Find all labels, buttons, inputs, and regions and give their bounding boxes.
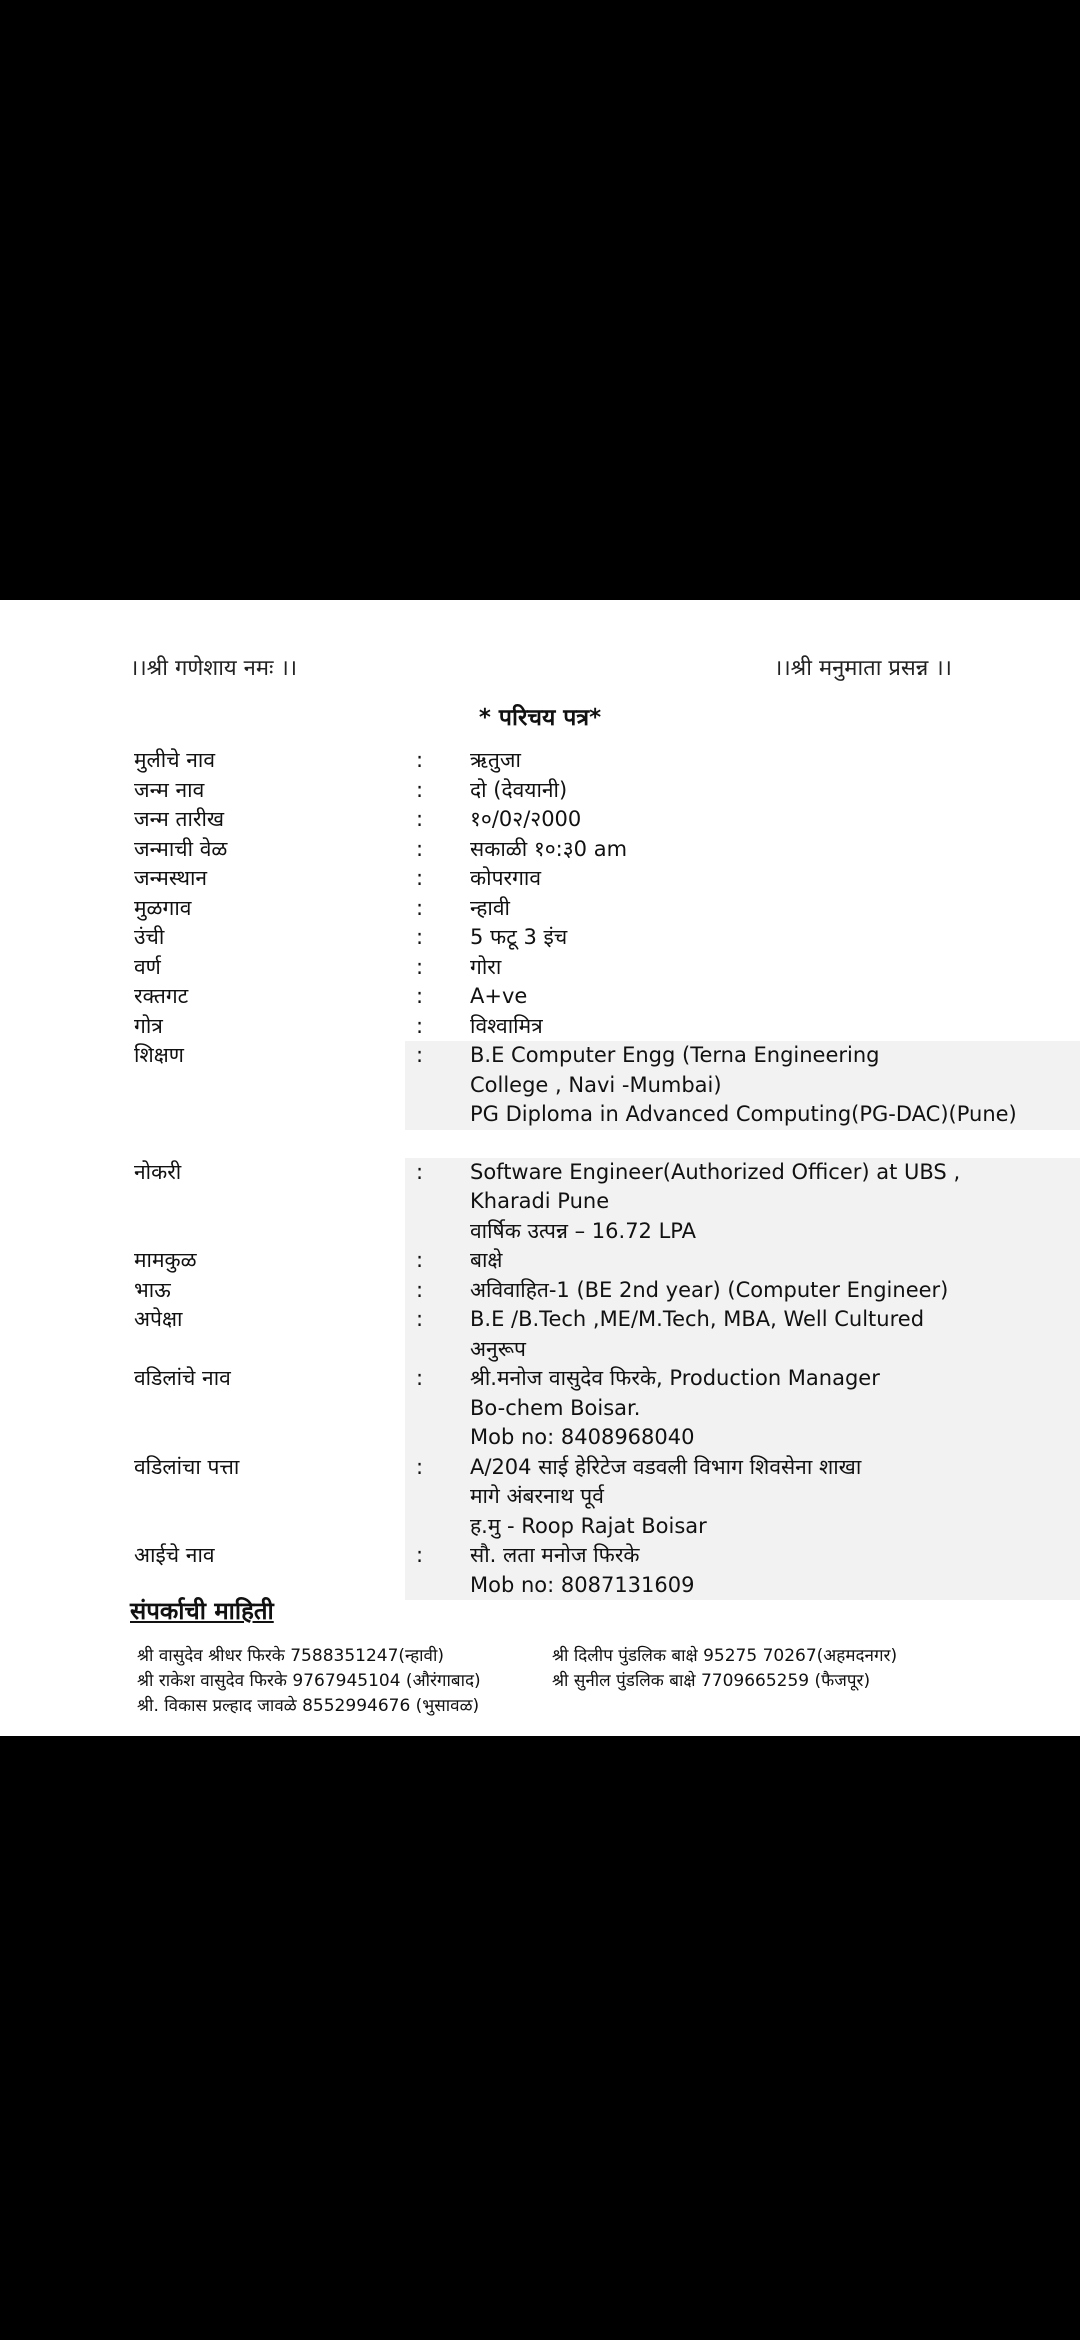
contact-item: श्री. विकास प्रल्हाद जावळे 8552994676 (भुसावळ): [137, 1696, 480, 1716]
detail-row: [0, 953, 1080, 983]
detail-colon: :: [416, 836, 424, 861]
detail-value-line: १०/0२/२000: [470, 807, 582, 831]
detail-label: नोकरी: [134, 1159, 182, 1184]
detail-colon: :: [416, 748, 424, 772]
detail-label: जन्मस्थान: [134, 866, 208, 890]
detail-row: [0, 1012, 1080, 1042]
detail-value-line: B.E Computer Engg (Terna Engineering: [470, 1043, 880, 1067]
detail-colon: :: [416, 807, 424, 831]
detail-label: आईचे नाव: [134, 1543, 215, 1567]
detail-label: वर्ण: [134, 954, 161, 979]
detail-colon: :: [416, 1159, 424, 1184]
detail-colon: :: [416, 1043, 424, 1067]
detail-row: [0, 982, 1080, 1012]
detail-value: [470, 923, 1010, 953]
detail-colon: :: [416, 925, 424, 949]
detail-row: [0, 894, 1080, 924]
detail-row: [0, 1364, 1080, 1453]
detail-value: [405, 1305, 1080, 1364]
detail-colon: :: [416, 984, 424, 1008]
detail-value: [470, 894, 1010, 924]
detail-value-line: Kharadi Pune: [470, 1189, 610, 1213]
detail-colon: :: [416, 1366, 424, 1390]
detail-value-line: ह.मु - Roop Rajat Boisar: [470, 1513, 707, 1538]
detail-value: [405, 1246, 1080, 1276]
detail-value: [470, 864, 1010, 894]
detail-value-line: B.E /B.Tech ,ME/M.Tech, MBA, Well Cultured: [470, 1307, 925, 1331]
detail-value-line: Software Engineer(Authorized Officer) at UBS ,: [470, 1159, 961, 1184]
detail-label: जन्म नाव: [134, 777, 205, 802]
detail-row: [0, 864, 1080, 894]
detail-value: [470, 953, 1010, 983]
contact-item: श्री सुनील पुंडलिक बाक्षे 7709665259 (फैजपूर): [552, 1671, 871, 1691]
detail-value-line: ऋतुजा: [470, 748, 521, 772]
detail-row: [0, 776, 1080, 806]
contact-item: श्री राकेश वासुदेव फिरके 9767945104 (औरंगाबाद): [137, 1671, 481, 1691]
detail-value-line: Mob no: 8087131609: [470, 1572, 695, 1597]
detail-row: [0, 1453, 1080, 1542]
details-table: [0, 746, 1080, 1600]
detail-value-line: अविवाहित-1 (BE 2nd year) (Computer Engineer): [470, 1277, 949, 1302]
detail-label: रक्तगट: [134, 984, 189, 1008]
detail-value-line: सकाळी १०:३0 am: [470, 836, 628, 861]
detail-row: [0, 835, 1080, 865]
detail-row: [0, 1246, 1080, 1276]
detail-colon: :: [416, 1543, 424, 1567]
detail-value-line: PG Diploma in Advanced Computing(PG-DAC)(Pune): [470, 1102, 1017, 1126]
detail-value-line: College , Navi -Mumbai): [470, 1072, 722, 1097]
detail-value: [470, 746, 1010, 776]
detail-label: उंची: [134, 925, 165, 949]
detail-row: [0, 1541, 1080, 1600]
detail-label: जन्म तारीख: [134, 807, 225, 831]
detail-value: [405, 1541, 1080, 1600]
detail-row: [0, 805, 1080, 835]
detail-colon: :: [416, 954, 424, 979]
detail-label: जन्माची वेळ: [134, 836, 228, 861]
detail-value-line: सौ. लता मनोज फिरके: [470, 1543, 640, 1567]
detail-value: [405, 1276, 1080, 1306]
detail-value: [470, 776, 1010, 806]
detail-value-line: Bo-chem Boisar.: [470, 1395, 641, 1420]
detail-colon: :: [416, 1248, 424, 1272]
detail-label: भाऊ: [134, 1277, 171, 1302]
detail-row: [0, 1041, 1080, 1130]
detail-colon: :: [416, 1454, 424, 1479]
detail-value: [470, 982, 1010, 1012]
detail-value-line: श्री.मनोज वासुदेव फिरके, Production Manager: [470, 1366, 880, 1390]
detail-colon: :: [416, 777, 424, 802]
header-left-invocation: ।।श्री गणेशाय नमः ।।: [130, 656, 298, 681]
detail-label: मामकुळ: [134, 1248, 197, 1272]
detail-value-line: गोरा: [470, 954, 502, 979]
detail-value-line: Mob no: 8408968040: [470, 1425, 695, 1449]
contact-item: श्री वासुदेव श्रीधर फिरके 7588351247(न्हावी): [137, 1646, 445, 1666]
detail-label: गोत्र: [134, 1013, 163, 1038]
detail-value: [405, 1158, 1080, 1247]
detail-value: [405, 1041, 1080, 1130]
header-right-invocation: ।।श्री मनुमाता प्रसन्न ।।: [774, 656, 952, 681]
contact-heading: संपर्काची माहिती: [130, 1597, 274, 1625]
detail-label: वडिलांचे नाव: [134, 1366, 231, 1390]
detail-colon: :: [416, 895, 424, 920]
detail-value-line: बाक्षे: [470, 1248, 503, 1272]
detail-colon: :: [416, 866, 424, 890]
detail-value-line: न्हावी: [470, 895, 510, 920]
detail-value-line: A+ve: [470, 984, 528, 1008]
detail-label: वडिलांचा पत्ता: [134, 1454, 240, 1479]
detail-colon: :: [416, 1277, 424, 1302]
document-title: * परिचय पत्र*: [478, 705, 602, 731]
detail-row: [0, 1305, 1080, 1364]
detail-label: मुलीचे नाव: [134, 748, 216, 772]
detail-label: शिक्षण: [134, 1043, 184, 1067]
detail-value: [405, 1453, 1080, 1542]
detail-value-line: मागे अंबरनाथ पूर्व: [470, 1484, 604, 1508]
detail-value: [470, 1012, 1010, 1042]
detail-value-line: कोपरगाव: [470, 866, 542, 890]
detail-value: [470, 805, 1010, 835]
detail-value-line: A/204 साई हेरिटेज वडवली विभाग शिवसेना शाखा: [470, 1454, 862, 1479]
detail-label: मुळगाव: [134, 895, 192, 920]
detail-colon: :: [416, 1013, 424, 1038]
detail-value: [405, 1364, 1080, 1453]
detail-value-line: विश्वामित्र: [470, 1013, 543, 1038]
detail-row: [0, 1158, 1080, 1247]
contact-item: श्री दिलीप पुंडलिक बाक्षे 95275 70267(अहमदनगर): [552, 1646, 898, 1666]
row-spacer: [0, 1130, 1080, 1158]
detail-colon: :: [416, 1307, 424, 1331]
biodata-document: [0, 600, 1080, 1736]
detail-row: [0, 923, 1080, 953]
detail-value-line: अनुरूप: [470, 1336, 526, 1361]
detail-value-line: वार्षिक उत्पन्न – 16.72 LPA: [470, 1218, 696, 1243]
detail-label: अपेक्षा: [134, 1307, 183, 1331]
detail-row: [0, 1276, 1080, 1306]
detail-value-line: 5 फटू 3 इंच: [470, 925, 568, 949]
detail-value-line: दो (देवयानी): [470, 777, 568, 802]
detail-value: [470, 835, 1010, 865]
detail-row: [0, 746, 1080, 776]
